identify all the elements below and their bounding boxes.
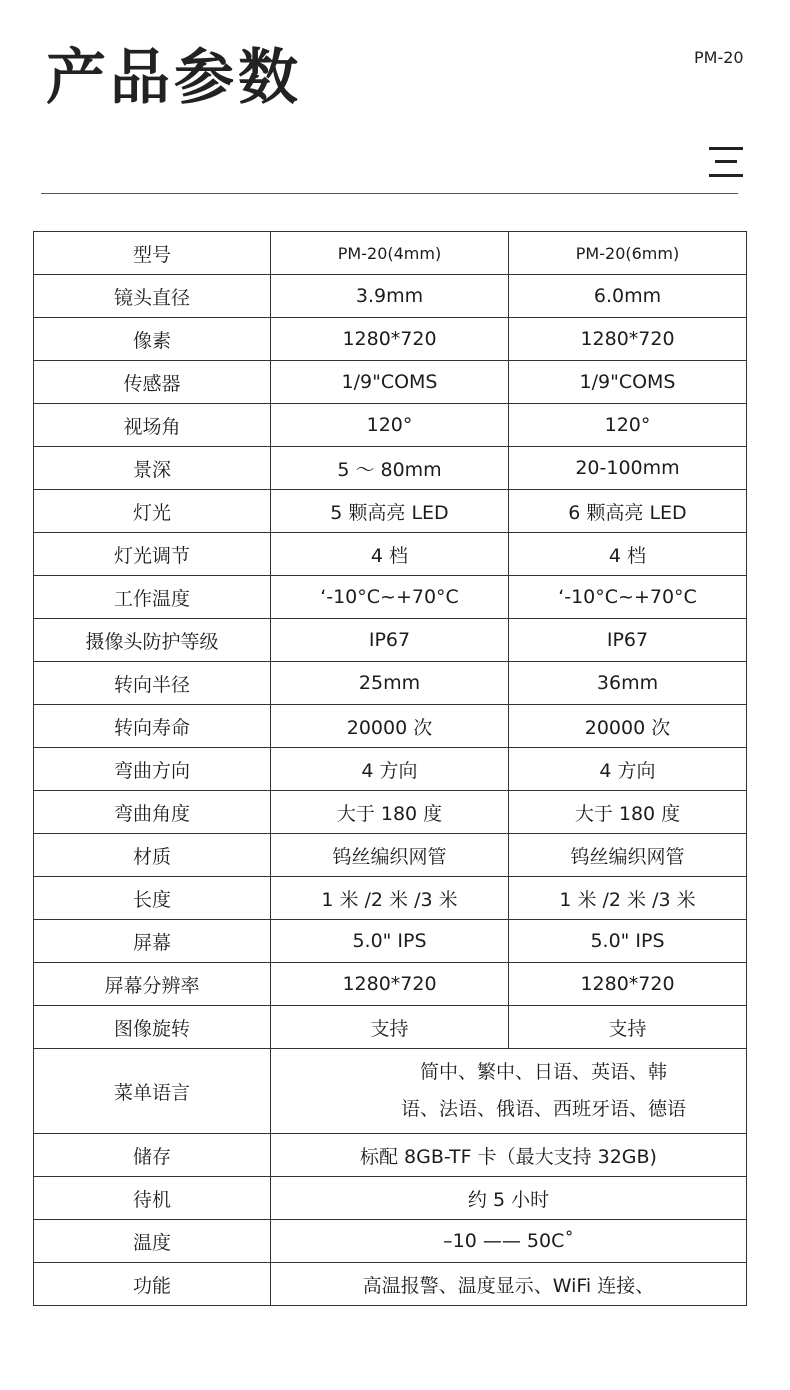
spec-label: 图像旋转 (34, 1006, 271, 1049)
spec-value: 1 米 /2 米 /3 米 (509, 877, 747, 920)
table-row (34, 963, 747, 1006)
spec-value: 1280*720 (509, 318, 747, 361)
spec-value: 钨丝编织网管 (271, 834, 509, 877)
spec-label: 景深 (34, 447, 271, 490)
spec-value: IP67 (509, 619, 747, 662)
spec-label: 工作温度 (34, 576, 271, 619)
table-row (34, 361, 747, 404)
table-row (34, 1134, 747, 1177)
spec-label: 温度 (34, 1220, 271, 1263)
spec-value: 大于 180 度 (509, 791, 747, 834)
spec-value: 4 档 (509, 533, 747, 576)
spec-value: 5.0" IPS (509, 920, 747, 963)
spec-value: 1280*720 (271, 318, 509, 361)
table-row (34, 490, 747, 533)
spec-value: 支持 (509, 1006, 747, 1049)
table-row (34, 619, 747, 662)
table-row (34, 447, 747, 490)
spec-value: IP67 (271, 619, 509, 662)
spec-table (33, 231, 747, 1306)
spec-value: 20-100mm (509, 447, 747, 490)
spec-value: 1280*720 (271, 963, 509, 1006)
spec-value: 36mm (509, 662, 747, 705)
spec-label: 弯曲方向 (34, 748, 271, 791)
table-row (34, 318, 747, 361)
spec-value-merged: 高温报警、温度显示、WiFi 连接、 (271, 1263, 747, 1306)
model-tag: PM-20 (694, 48, 744, 67)
table-row (34, 705, 747, 748)
spec-value: 钨丝编织网管 (509, 834, 747, 877)
spec-value: 120° (271, 404, 509, 447)
spec-label: 菜单语言 (34, 1049, 271, 1134)
spec-value-merged: 约 5 小时 (271, 1177, 747, 1220)
page-title: 产品参数 (46, 43, 302, 113)
spec-value: 3.9mm (271, 275, 509, 318)
spec-value: 5 ～ 80mm (271, 447, 509, 490)
spec-label: 灯光调节 (34, 533, 271, 576)
spec-value: 1/9"COMS (509, 361, 747, 404)
spec-value: 5 颗高亮 LED (271, 490, 509, 533)
spec-value: 6.0mm (509, 275, 747, 318)
table-row (34, 1263, 747, 1306)
spec-label: 转向寿命 (34, 705, 271, 748)
spec-label: 像素 (34, 318, 271, 361)
menu-icon[interactable] (709, 147, 743, 177)
spec-label: 屏幕 (34, 920, 271, 963)
menu-language-line-2: 语、法语、俄语、西班牙语、德语 (400, 1098, 686, 1120)
table-row (34, 275, 747, 318)
spec-value: 大于 180 度 (271, 791, 509, 834)
table-row (34, 533, 747, 576)
spec-label: 传感器 (34, 361, 271, 404)
spec-label: 摄像头防护等级 (34, 619, 271, 662)
spec-label: 视场角 (34, 404, 271, 447)
spec-value-merged: 标配 8GB-TF 卡（最大支持 32GB) (271, 1134, 747, 1177)
spec-value: PM-20(4mm) (271, 232, 509, 275)
table-row (34, 404, 747, 447)
spec-value: 4 档 (271, 533, 509, 576)
spec-value: PM-20(6mm) (509, 232, 747, 275)
spec-value-merged (271, 1049, 747, 1134)
menu-language-line-1: 简中、繁中、日语、英语、韩 (419, 1061, 667, 1083)
table-row (34, 877, 747, 920)
spec-value: 1 米 /2 米 /3 米 (271, 877, 509, 920)
spec-value: 20000 次 (271, 705, 509, 748)
spec-value: 1/9"COMS (271, 361, 509, 404)
table-row (34, 1049, 747, 1134)
spec-label: 储存 (34, 1134, 271, 1177)
spec-value: 25mm (271, 662, 509, 705)
spec-label: 灯光 (34, 490, 271, 533)
spec-label: 型号 (34, 232, 271, 275)
spec-value: ‘-10°C~+70°C (509, 576, 747, 619)
spec-value: 5.0" IPS (271, 920, 509, 963)
spec-value-merged: –10 —— 50C˚ (271, 1220, 747, 1263)
spec-value: 支持 (271, 1006, 509, 1049)
table-row (34, 791, 747, 834)
table-row (34, 748, 747, 791)
spec-value: 4 方向 (509, 748, 747, 791)
spec-label: 待机 (34, 1177, 271, 1220)
spec-value: 4 方向 (271, 748, 509, 791)
table-row (34, 576, 747, 619)
table-row (34, 834, 747, 877)
table-row (34, 1220, 747, 1263)
spec-label: 长度 (34, 877, 271, 920)
spec-label: 弯曲角度 (34, 791, 271, 834)
header-divider (41, 193, 738, 194)
table-row (34, 1177, 747, 1220)
spec-value: ‘-10°C~+70°C (271, 576, 509, 619)
spec-label: 转向半径 (34, 662, 271, 705)
spec-value: 20000 次 (509, 705, 747, 748)
spec-label: 材质 (34, 834, 271, 877)
table-row (34, 920, 747, 963)
table-row (34, 232, 747, 275)
spec-label: 屏幕分辨率 (34, 963, 271, 1006)
spec-value: 1280*720 (509, 963, 747, 1006)
spec-value: 120° (509, 404, 747, 447)
spec-label: 镜头直径 (34, 275, 271, 318)
table-row (34, 1006, 747, 1049)
spec-label: 功能 (34, 1263, 271, 1306)
spec-value: 6 颗高亮 LED (509, 490, 747, 533)
table-row (34, 662, 747, 705)
